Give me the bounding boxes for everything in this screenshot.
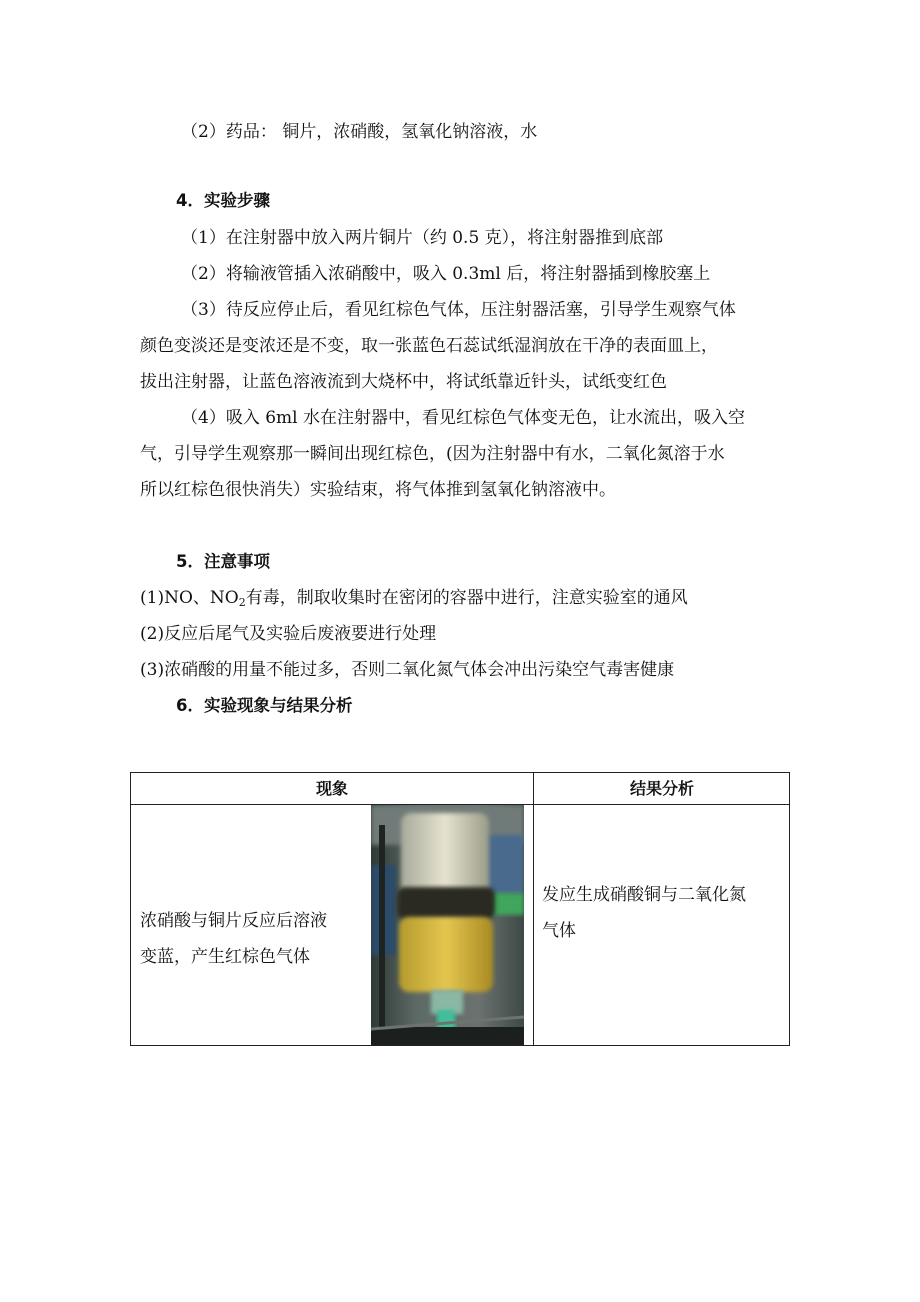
note1-subscript: 2 bbox=[238, 596, 246, 609]
step-line: （3）待反应停止后，看见红棕色气体，压注射器活塞，引导学生观察气体 bbox=[181, 300, 736, 320]
materials-line: （2）药品： 铜片，浓硝酸，氢氧化钠溶液，水 bbox=[181, 122, 538, 142]
step-line: （4）吸入 6ml 水在注射器中，看见红棕色气体变无色，让水流出，吸入空 bbox=[181, 408, 745, 428]
step-line: 气，引导学生观察那一瞬间出现红棕色，(因为注射器中有水，二氧化氮溶于水 bbox=[140, 444, 725, 464]
analysis-line: 发应生成硝酸铜与二氧化氮 bbox=[542, 885, 746, 905]
header-analysis: 结果分析 bbox=[629, 779, 694, 798]
table-divider bbox=[533, 773, 534, 1045]
phenomenon-line: 浓硝酸与铜片反应后溶液 bbox=[140, 911, 327, 931]
note-line: (2)反应后尾气及实验后废液要进行处理 bbox=[140, 624, 437, 644]
phenomenon-text bbox=[140, 903, 327, 975]
header-phenomenon: 现象 bbox=[315, 779, 348, 798]
analysis-text bbox=[542, 877, 746, 949]
note-line bbox=[140, 587, 688, 614]
experiment-photo bbox=[371, 805, 524, 1045]
step-line: （2）将输液管插入浓硝酸中，吸入 0.3ml 后，将注射器插到橡胶塞上 bbox=[181, 264, 711, 284]
step-line: 拔出注射器，让蓝色溶液流到大烧杯中，将试纸靠近针头，试纸变红色 bbox=[140, 372, 667, 392]
note1-prefix: (1)NO、NO bbox=[140, 588, 239, 608]
note1-suffix: 有毒，制取收集时在密闭的容器中进行，注意实验室的通风 bbox=[245, 588, 688, 608]
section6-heading: 6．实验现象与结果分析 bbox=[176, 696, 353, 715]
step-line: 颜色变淡还是变浓还是不变，取一张蓝色石蕊试纸湿润放在干净的表面皿上， bbox=[140, 336, 718, 356]
results-table bbox=[130, 772, 790, 1046]
section4-heading: 4．实验步骤 bbox=[176, 191, 270, 210]
step-line: （1）在注射器中放入两片铜片（约 0.5 克），将注射器推到底部 bbox=[181, 228, 664, 248]
note-line: (3)浓硝酸的用量不能过多，否则二氧化氮气体会冲出污染空气毒害健康 bbox=[140, 660, 675, 680]
analysis-line: 气体 bbox=[542, 921, 576, 941]
phenomenon-line: 变蓝，产生红棕色气体 bbox=[140, 947, 310, 967]
step-line: 所以红棕色很快消失）实验结束，将气体推到氢氧化钠溶液中。 bbox=[140, 480, 616, 500]
section5-heading: 5．注意事项 bbox=[176, 552, 270, 571]
